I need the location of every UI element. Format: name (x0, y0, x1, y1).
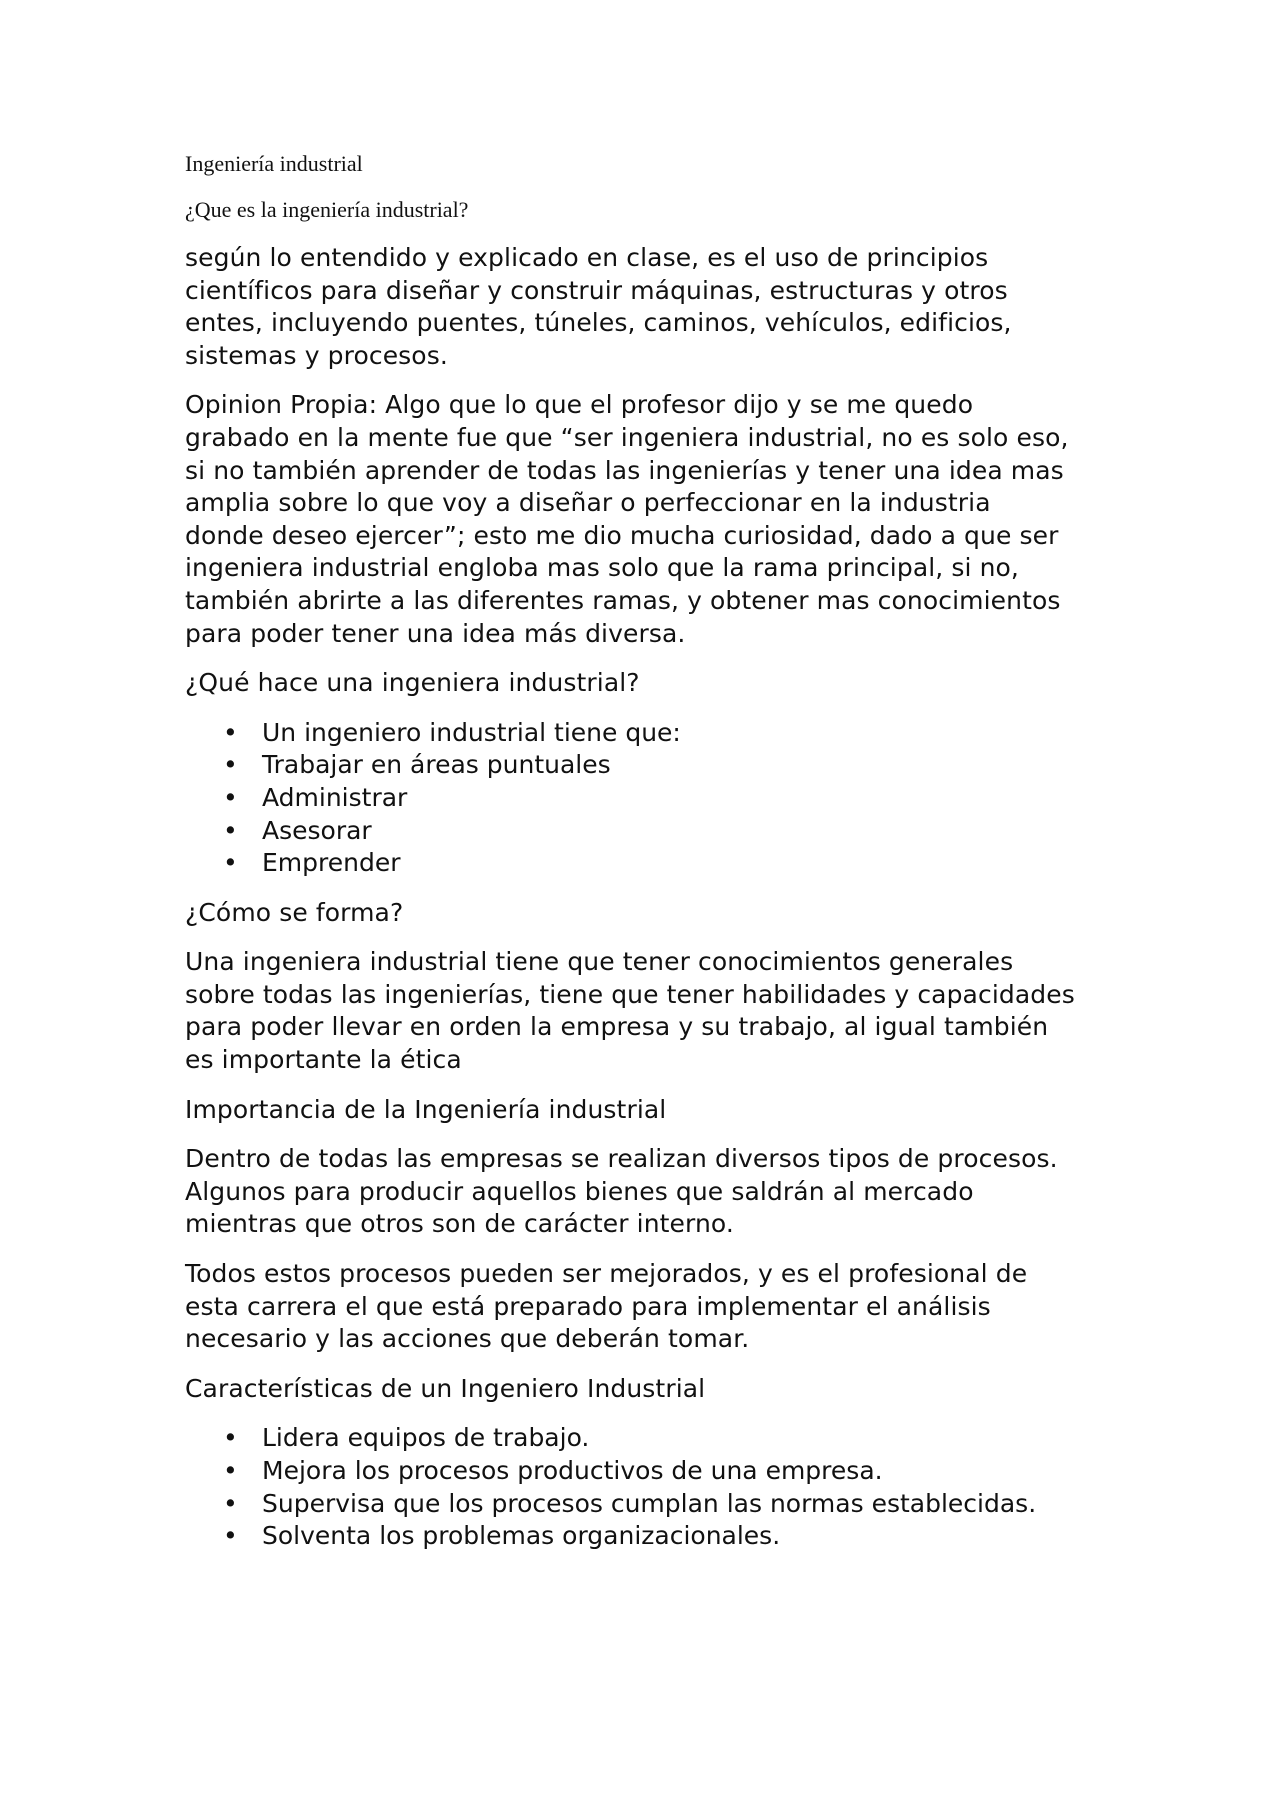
question-heading: ¿Que es la ingeniería industrial? (185, 197, 469, 222)
text-line: Opinion Propia: Algo que lo que el profesor dijo y se me quedo (185, 390, 974, 420)
definition-paragraph (185, 242, 1125, 372)
tasks-list (185, 717, 1125, 880)
list-item (185, 1488, 1125, 1521)
list-item (185, 847, 1125, 880)
text-line: esta carrera el que está preparado para implementar el análisis (185, 1291, 991, 1321)
text-line: también abrirte a las diferentes ramas, y obtener mas conocimientos (185, 585, 1061, 615)
list-item-text: Solventa los problemas organizacionales. (262, 1521, 781, 1551)
text-line: necesario y las acciones que deberán tomar. (185, 1324, 750, 1354)
bullet-icon: • (223, 1488, 238, 1518)
text-line: grabado en la mente fue que “ser ingeniera industrial, no es solo eso, (185, 422, 1069, 452)
bullet-icon: • (223, 848, 238, 878)
list-item-text: Lidera equipos de trabajo. (262, 1423, 590, 1453)
list-item-text: Supervisa que los procesos cumplan las normas establecidas. (262, 1488, 1037, 1518)
list-item (185, 1520, 1125, 1553)
list-item (185, 749, 1125, 782)
text-line: sistemas y procesos. (185, 340, 448, 370)
section-heading-importancia: Importancia de la Ingeniería industrial (185, 1094, 667, 1124)
bullet-icon: • (223, 782, 238, 812)
text-line: Una ingeniera industrial tiene que tener conocimientos generales (185, 947, 1014, 977)
text-line: si no también aprender de todas las ingenierías y tener una idea mas (185, 455, 1064, 485)
bullet-icon: • (223, 1423, 238, 1453)
text-line: amplia sobre lo que voy a diseñar o perfeccionar en la industria (185, 488, 991, 518)
text-line: es importante la ética (185, 1045, 462, 1075)
list-item (185, 782, 1125, 815)
list-item-text: Trabajar en áreas puntuales (262, 750, 611, 780)
opinion-paragraph (185, 389, 1125, 650)
list-item-text: Un ingeniero industrial tiene que: (262, 717, 681, 747)
bullet-icon: • (223, 1521, 238, 1551)
document-title: Ingeniería industrial (185, 151, 363, 176)
section-heading-como-se-forma: ¿Cómo se forma? (185, 897, 404, 927)
text-line: científicos para diseñar y construir máquinas, estructuras y otros (185, 275, 1008, 305)
document-page (185, 150, 1125, 1570)
text-line: mientras que otros son de carácter interno. (185, 1209, 734, 1239)
text-line: para poder tener una idea más diversa. (185, 618, 686, 648)
characteristics-list (185, 1422, 1125, 1552)
list-item (185, 815, 1125, 848)
text-line: ingeniera industrial engloba mas solo que la rama principal, si no, (185, 553, 1019, 583)
text-line: Dentro de todas las empresas se realizan diversos tipos de procesos. (185, 1144, 1058, 1174)
list-item-text: Mejora los procesos productivos de una empresa. (262, 1456, 883, 1485)
text-line: sobre todas las ingenierías, tiene que tener habilidades y capacidades (185, 979, 1075, 1009)
list-item-text: Emprender (262, 848, 401, 878)
bullet-icon: • (223, 815, 238, 845)
processes-paragraph (185, 1143, 1125, 1241)
list-item (185, 1422, 1125, 1455)
list-item-text: Administrar (262, 782, 408, 812)
formation-paragraph (185, 946, 1125, 1076)
text-line: Todos estos procesos pueden ser mejorados, y es el profesional de (185, 1259, 1028, 1289)
text-line: según lo entendido y explicado en clase, es el uso de principios (185, 243, 989, 272)
bullet-icon: • (223, 750, 238, 780)
text-line: Algunos para producir aquellos bienes que saldrán al mercado (185, 1176, 974, 1206)
text-line: para poder llevar en orden la empresa y su trabajo, al igual también (185, 1012, 1049, 1042)
section-heading-caracteristicas: Características de un Ingeniero Industrial (185, 1373, 706, 1403)
bullet-icon: • (223, 717, 238, 747)
bullet-icon: • (223, 1456, 238, 1485)
section-heading-que-hace: ¿Qué hace una ingeniera industrial? (185, 668, 640, 698)
list-item (185, 717, 1125, 750)
list-item-text: Asesorar (262, 815, 372, 845)
text-line: donde deseo ejercer”; esto me dio mucha curiosidad, dado a que ser (185, 520, 1059, 550)
list-item (185, 1455, 1125, 1488)
improvement-paragraph (185, 1258, 1125, 1356)
text-line: entes, incluyendo puentes, túneles, caminos, vehículos, edificios, (185, 308, 1012, 338)
